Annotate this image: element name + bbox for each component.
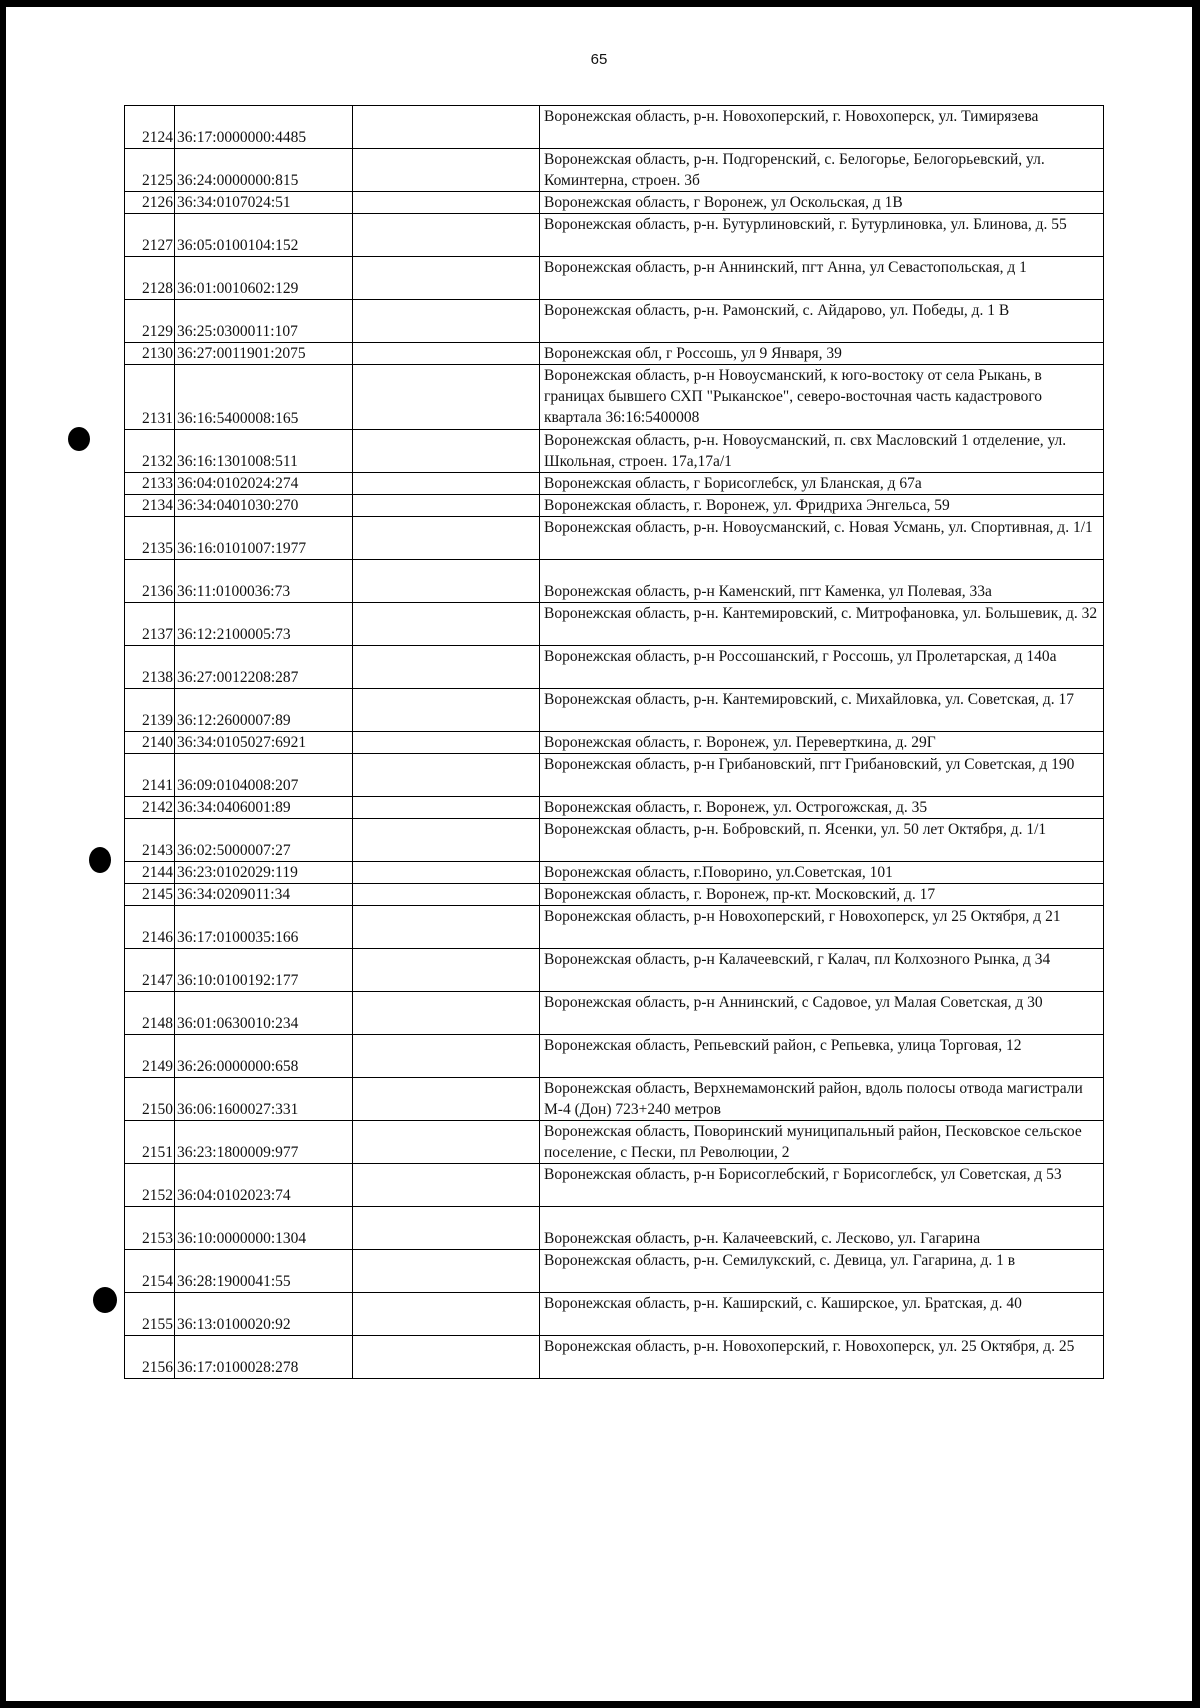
cadastral-number: 36:12:2600007:89 bbox=[175, 689, 353, 732]
address-cell: Воронежская область, г. Воронеж, пр-кт. Московский, д. 17 bbox=[540, 884, 1104, 906]
cadastral-number: 36:25:0300011:107 bbox=[175, 300, 353, 343]
cadastral-number: 36:13:0100020:92 bbox=[175, 1293, 353, 1336]
table-row bbox=[125, 949, 1104, 992]
address-cell: Воронежская область, г Воронеж, ул Оскольская, д 1В bbox=[540, 192, 1104, 214]
row-number: 2125 bbox=[125, 149, 175, 192]
empty-cell bbox=[353, 560, 540, 603]
empty-cell bbox=[353, 1207, 540, 1250]
cadastral-number: 36:10:0100192:177 bbox=[175, 949, 353, 992]
empty-cell bbox=[353, 819, 540, 862]
empty-cell bbox=[353, 517, 540, 560]
address-cell: Воронежская область, р-н Новохоперский, г Новохоперск, ул 25 Октября, д 21 bbox=[540, 906, 1104, 949]
cadastral-number: 36:16:0101007:1977 bbox=[175, 517, 353, 560]
address-cell: Воронежская область, р-н. Новоусманский, с. Новая Усмань, ул. Спортивная, д. 1/1 bbox=[540, 517, 1104, 560]
table-row bbox=[125, 300, 1104, 343]
table-row bbox=[125, 214, 1104, 257]
row-number: 2127 bbox=[125, 214, 175, 257]
row-number: 2151 bbox=[125, 1121, 175, 1164]
row-number: 2136 bbox=[125, 560, 175, 603]
address-cell: Воронежская область, р-н. Семилукский, с. Девица, ул. Гагарина, д. 1 в bbox=[540, 1250, 1104, 1293]
row-number: 2126 bbox=[125, 192, 175, 214]
address-cell: Воронежская область, г. Воронеж, ул. Фридриха Энгельса, 59 bbox=[540, 495, 1104, 517]
cadastral-number: 36:34:0209011:34 bbox=[175, 884, 353, 906]
table-row bbox=[125, 1078, 1104, 1121]
table-row bbox=[125, 992, 1104, 1035]
table-row bbox=[125, 1336, 1104, 1379]
row-number: 2131 bbox=[125, 365, 175, 430]
empty-cell bbox=[353, 992, 540, 1035]
address-cell: Воронежская область, р-н Россошанский, г Россошь, ул Пролетарская, д 140а bbox=[540, 646, 1104, 689]
cadastral-number: 36:02:5000007:27 bbox=[175, 819, 353, 862]
row-number: 2143 bbox=[125, 819, 175, 862]
empty-cell bbox=[353, 603, 540, 646]
empty-cell bbox=[353, 365, 540, 430]
row-number: 2147 bbox=[125, 949, 175, 992]
empty-cell bbox=[353, 214, 540, 257]
row-number: 2124 bbox=[125, 106, 175, 149]
cadastral-number: 36:04:0102024:274 bbox=[175, 473, 353, 495]
table-row bbox=[125, 343, 1104, 365]
cadastral-number: 36:12:2100005:73 bbox=[175, 603, 353, 646]
row-number: 2140 bbox=[125, 732, 175, 754]
table-row bbox=[125, 1164, 1104, 1207]
cadastral-number: 36:01:0630010:234 bbox=[175, 992, 353, 1035]
table-row bbox=[125, 1035, 1104, 1078]
cadastral-number: 36:27:0012208:287 bbox=[175, 646, 353, 689]
table-row bbox=[125, 106, 1104, 149]
property-registry-table bbox=[124, 105, 1104, 1379]
address-cell: Воронежская область, р-н. Бобровский, п. Ясенки, ул. 50 лет Октября, д. 1/1 bbox=[540, 819, 1104, 862]
row-number: 2137 bbox=[125, 603, 175, 646]
table-row bbox=[125, 1207, 1104, 1250]
address-cell: Воронежская область, Поворинский муниципальный район, Песковское сельское поселение, с Пески, пл Революции, 2 bbox=[540, 1121, 1104, 1164]
row-number: 2129 bbox=[125, 300, 175, 343]
empty-cell bbox=[353, 1164, 540, 1207]
cadastral-number: 36:23:0102029:119 bbox=[175, 862, 353, 884]
table-row bbox=[125, 560, 1104, 603]
address-cell: Воронежская область, г. Воронеж, ул. Острогожская, д. 35 bbox=[540, 797, 1104, 819]
cadastral-number: 36:24:0000000:815 bbox=[175, 149, 353, 192]
cadastral-number: 36:05:0100104:152 bbox=[175, 214, 353, 257]
empty-cell bbox=[353, 689, 540, 732]
address-cell: Воронежская область, р-н Новоусманский, к юго-востоку от села Рыкань, в границах бывшего СХП "Рыканское", северо-восточная часть кадастрового квартала 36:16:5400008 bbox=[540, 365, 1104, 430]
empty-cell bbox=[353, 754, 540, 797]
table-row bbox=[125, 732, 1104, 754]
empty-cell bbox=[353, 430, 540, 473]
empty-cell bbox=[353, 257, 540, 300]
row-number: 2130 bbox=[125, 343, 175, 365]
cadastral-number: 36:16:5400008:165 bbox=[175, 365, 353, 430]
cadastral-number: 36:26:0000000:658 bbox=[175, 1035, 353, 1078]
empty-cell bbox=[353, 1121, 540, 1164]
empty-cell bbox=[353, 906, 540, 949]
address-cell: Воронежская область, р-н Аннинский, с Садовое, ул Малая Советская, д 30 bbox=[540, 992, 1104, 1035]
address-cell: Воронежская область, р-н. Кантемировский, с. Митрофановка, ул. Большевик, д. 32 bbox=[540, 603, 1104, 646]
table-row bbox=[125, 603, 1104, 646]
table-body bbox=[125, 106, 1104, 1379]
row-number: 2133 bbox=[125, 473, 175, 495]
empty-cell bbox=[353, 1336, 540, 1379]
empty-cell bbox=[353, 192, 540, 214]
table-row bbox=[125, 365, 1104, 430]
table-row bbox=[125, 149, 1104, 192]
address-cell: Воронежская область, р-н. Подгоренский, с. Белогорье, Белогорьевский, ул. Коминтерна, строен. 3б bbox=[540, 149, 1104, 192]
empty-cell bbox=[353, 949, 540, 992]
address-cell: Воронежская обл, г Россошь, ул 9 Января, 39 bbox=[540, 343, 1104, 365]
empty-cell bbox=[353, 343, 540, 365]
address-cell: Воронежская область, г.Поворино, ул.Советская, 101 bbox=[540, 862, 1104, 884]
table-row bbox=[125, 862, 1104, 884]
row-number: 2128 bbox=[125, 257, 175, 300]
row-number: 2135 bbox=[125, 517, 175, 560]
empty-cell bbox=[353, 1250, 540, 1293]
cadastral-number: 36:16:1301008:511 bbox=[175, 430, 353, 473]
empty-cell bbox=[353, 495, 540, 517]
cadastral-number: 36:28:1900041:55 bbox=[175, 1250, 353, 1293]
punch-hole-mark bbox=[68, 427, 90, 451]
table-row bbox=[125, 473, 1104, 495]
table-row bbox=[125, 430, 1104, 473]
row-number: 2156 bbox=[125, 1336, 175, 1379]
table-row bbox=[125, 1293, 1104, 1336]
row-number: 2154 bbox=[125, 1250, 175, 1293]
row-number: 2141 bbox=[125, 754, 175, 797]
table-row bbox=[125, 797, 1104, 819]
cadastral-number: 36:27:0011901:2075 bbox=[175, 343, 353, 365]
address-cell: Воронежская область, р-н. Каширский, с. Каширское, ул. Братская, д. 40 bbox=[540, 1293, 1104, 1336]
row-number: 2146 bbox=[125, 906, 175, 949]
empty-cell bbox=[353, 884, 540, 906]
cadastral-number: 36:01:0010602:129 bbox=[175, 257, 353, 300]
address-cell: Воронежская область, р-н. Кантемировский, с. Михайловка, ул. Советская, д. 17 bbox=[540, 689, 1104, 732]
cadastral-number: 36:09:0104008:207 bbox=[175, 754, 353, 797]
punch-hole-mark bbox=[93, 1287, 117, 1313]
table-row bbox=[125, 689, 1104, 732]
empty-cell bbox=[353, 473, 540, 495]
empty-cell bbox=[353, 646, 540, 689]
table-row bbox=[125, 819, 1104, 862]
address-cell: Воронежская область, р-н Аннинский, пгт Анна, ул Севастопольская, д 1 bbox=[540, 257, 1104, 300]
row-number: 2132 bbox=[125, 430, 175, 473]
row-number: 2152 bbox=[125, 1164, 175, 1207]
empty-cell bbox=[353, 149, 540, 192]
table-row bbox=[125, 906, 1104, 949]
table-row bbox=[125, 192, 1104, 214]
cadastral-number: 36:34:0105027:6921 bbox=[175, 732, 353, 754]
row-number: 2149 bbox=[125, 1035, 175, 1078]
empty-cell bbox=[353, 1293, 540, 1336]
address-cell: Воронежская область, р-н. Калачеевский, с. Лесково, ул. Гагарина bbox=[540, 1207, 1104, 1250]
table-row bbox=[125, 1250, 1104, 1293]
address-cell: Воронежская область, р-н. Бутурлиновский, г. Бутурлиновка, ул. Блинова, д. 55 bbox=[540, 214, 1104, 257]
address-cell: Воронежская область, р-н. Новоусманский, п. свх Масловский 1 отделение, ул. Школьная, строен. 17а,17а/1 bbox=[540, 430, 1104, 473]
table-row bbox=[125, 517, 1104, 560]
cadastral-number: 36:11:0100036:73 bbox=[175, 560, 353, 603]
address-cell: Воронежская область, р-н Калачеевский, г Калач, пл Колхозного Рынка, д 34 bbox=[540, 949, 1104, 992]
empty-cell bbox=[353, 1035, 540, 1078]
empty-cell bbox=[353, 106, 540, 149]
row-number: 2153 bbox=[125, 1207, 175, 1250]
address-cell: Воронежская область, р-н. Новохоперский, г. Новохоперск, ул. 25 Октября, д. 25 bbox=[540, 1336, 1104, 1379]
document-page bbox=[6, 7, 1192, 1701]
address-cell: Воронежская область, р-н Грибановский, пгт Грибановский, ул Советская, д 190 bbox=[540, 754, 1104, 797]
cadastral-number: 36:04:0102023:74 bbox=[175, 1164, 353, 1207]
table-row bbox=[125, 257, 1104, 300]
row-number: 2155 bbox=[125, 1293, 175, 1336]
address-cell: Воронежская область, р-н. Новохоперский, г. Новохоперск, ул. Тимирязева bbox=[540, 106, 1104, 149]
row-number: 2139 bbox=[125, 689, 175, 732]
address-cell: Воронежская область, р-н. Рамонский, с. Айдарово, ул. Победы, д. 1 В bbox=[540, 300, 1104, 343]
punch-hole-mark bbox=[89, 847, 111, 873]
cadastral-number: 36:06:1600027:331 bbox=[175, 1078, 353, 1121]
cadastral-number: 36:23:1800009:977 bbox=[175, 1121, 353, 1164]
empty-cell bbox=[353, 300, 540, 343]
table-row bbox=[125, 646, 1104, 689]
table-row bbox=[125, 495, 1104, 517]
row-number: 2134 bbox=[125, 495, 175, 517]
table-row bbox=[125, 884, 1104, 906]
address-cell: Воронежская область, Верхнемамонский район, вдоль полосы отвода магистрали М-4 (Дон) 723+240 метров bbox=[540, 1078, 1104, 1121]
row-number: 2148 bbox=[125, 992, 175, 1035]
cadastral-number: 36:17:0000000:4485 bbox=[175, 106, 353, 149]
empty-cell bbox=[353, 797, 540, 819]
row-number: 2145 bbox=[125, 884, 175, 906]
address-cell: Воронежская область, Репьевский район, с Репьевка, улица Торговая, 12 bbox=[540, 1035, 1104, 1078]
cadastral-number: 36:17:0100028:278 bbox=[175, 1336, 353, 1379]
row-number: 2150 bbox=[125, 1078, 175, 1121]
address-cell: Воронежская область, г Борисоглебск, ул Бланская, д 67а bbox=[540, 473, 1104, 495]
empty-cell bbox=[353, 732, 540, 754]
cadastral-number: 36:34:0107024:51 bbox=[175, 192, 353, 214]
cadastral-number: 36:34:0406001:89 bbox=[175, 797, 353, 819]
page-number: 65 bbox=[590, 51, 608, 68]
address-cell: Воронежская область, г. Воронеж, ул. Переверткина, д. 29Г bbox=[540, 732, 1104, 754]
row-number: 2142 bbox=[125, 797, 175, 819]
empty-cell bbox=[353, 1078, 540, 1121]
row-number: 2144 bbox=[125, 862, 175, 884]
row-number: 2138 bbox=[125, 646, 175, 689]
table-row bbox=[125, 1121, 1104, 1164]
empty-cell bbox=[353, 862, 540, 884]
address-cell: Воронежская область, р-н Каменский, пгт Каменка, ул Полевая, 33а bbox=[540, 560, 1104, 603]
cadastral-number: 36:10:0000000:1304 bbox=[175, 1207, 353, 1250]
cadastral-number: 36:34:0401030:270 bbox=[175, 495, 353, 517]
table-row bbox=[125, 754, 1104, 797]
cadastral-number: 36:17:0100035:166 bbox=[175, 906, 353, 949]
address-cell: Воронежская область, р-н Борисоглебский, г Борисоглебск, ул Советская, д 53 bbox=[540, 1164, 1104, 1207]
